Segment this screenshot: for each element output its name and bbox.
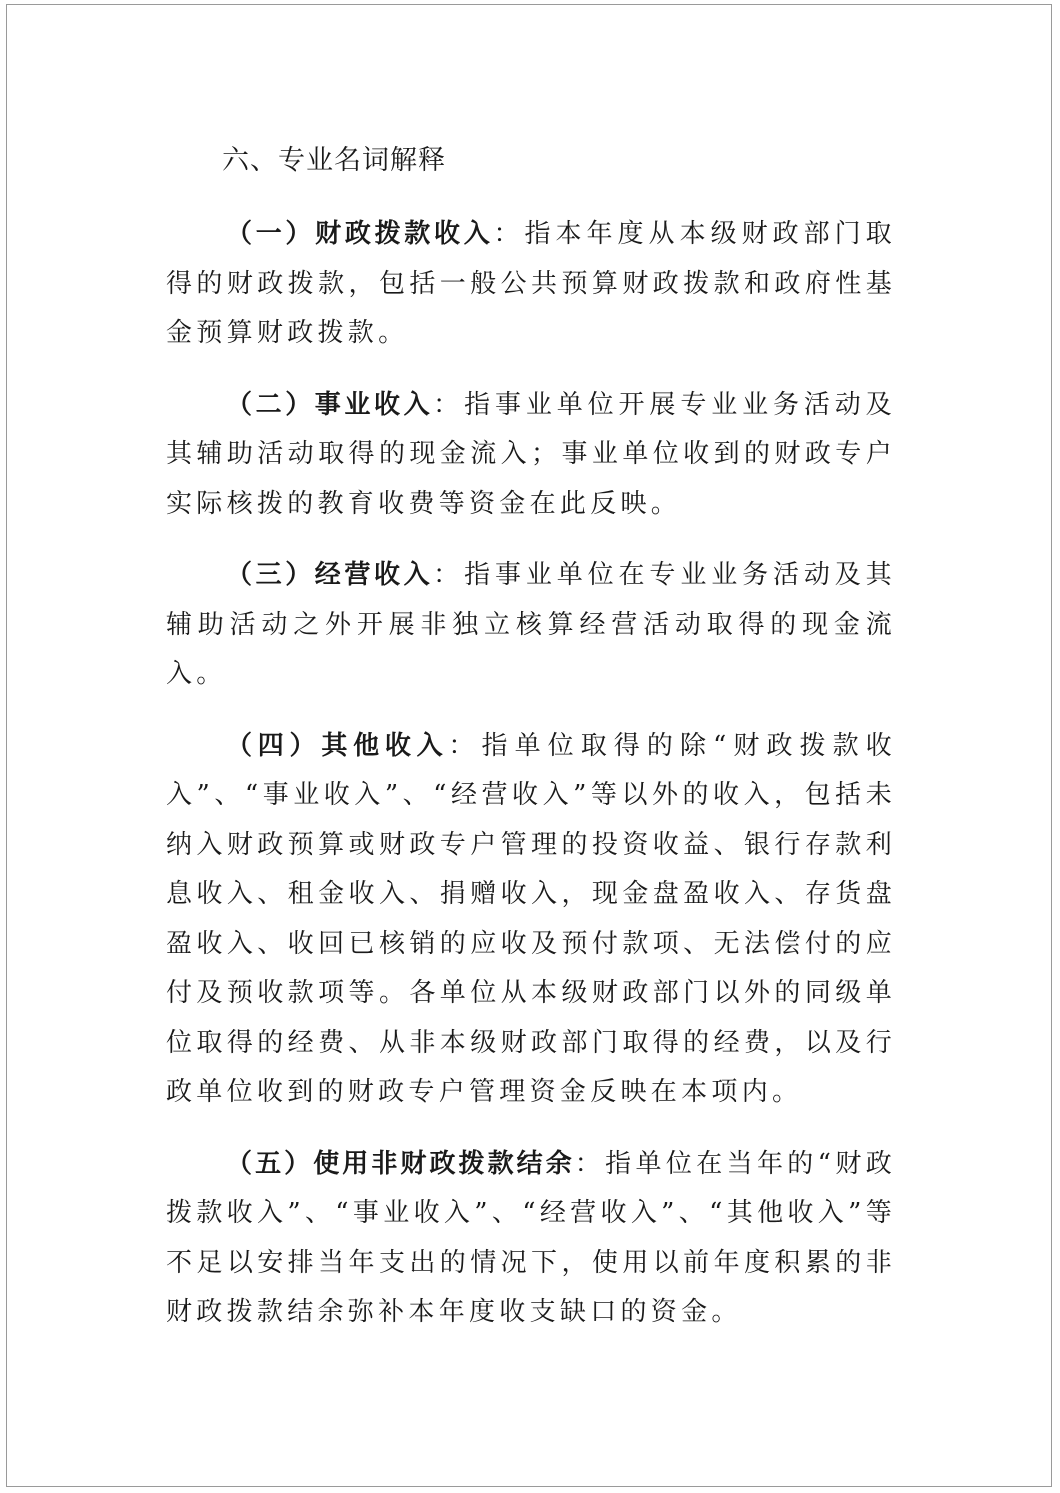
term-label: （一）财政拨款收入: [226, 219, 494, 249]
definition-item-other-income: [166, 722, 896, 1118]
section-heading: 六、专业名词解释: [222, 145, 446, 176]
document-body: [166, 136, 896, 1338]
term-definition: ：指事业单位在专业业务活动及其辅助活动之外开展非独立核算经营活动取得的现金流入。: [166, 560, 896, 689]
term-definition: ：指单位在当年的“财政拨款收入”、“事业收入”、“经营收入”、“其他收入”等不足以安排当年支出的情况下，使用以前年度积累的非财政拨款结余弥补本年度收支缺口的资金。: [166, 1148, 896, 1327]
term-definition: ：指单位取得的除“财政拨款收入”、“事业收入”、“经营收入”等以外的收入，包括未纳入财政预算或财政专户管理的投资收益、银行存款利息收入、租金收入、捐赠收入，现金盘盈收入、存货盘盈收入、收回已核销的应收及预付款项、无法偿付的应付及预收款项等。各单位从本级财政部门以外的同级单位取得的经费、从非本级财政部门取得的经费，以及行政单位收到的财政专户管理资金反映在本项内。: [166, 730, 896, 1107]
definition-item-business-income: [166, 381, 896, 530]
definition-item-non-fiscal-balance: [166, 1140, 896, 1338]
definition-item-operating-income: [166, 551, 896, 700]
term-definition: ：指事业单位开展专业业务活动及其辅助活动取得的现金流入；事业单位收到的财政专户实际核拨的教育收费等资金在此反映。: [166, 389, 896, 519]
term-label: （二）事业收入: [226, 389, 434, 420]
term-label: （五）使用非财政拨款结余: [226, 1148, 575, 1179]
definition-item-fiscal-appropriation: [166, 210, 896, 359]
term-label: （四）其他收入: [226, 730, 449, 761]
term-definition: ：指本年度从本级财政部门取得的财政拨款，包括一般公共预算财政拨款和政府性基金预算财政拨款。: [166, 219, 896, 348]
term-label: （三）经营收入: [226, 560, 434, 590]
